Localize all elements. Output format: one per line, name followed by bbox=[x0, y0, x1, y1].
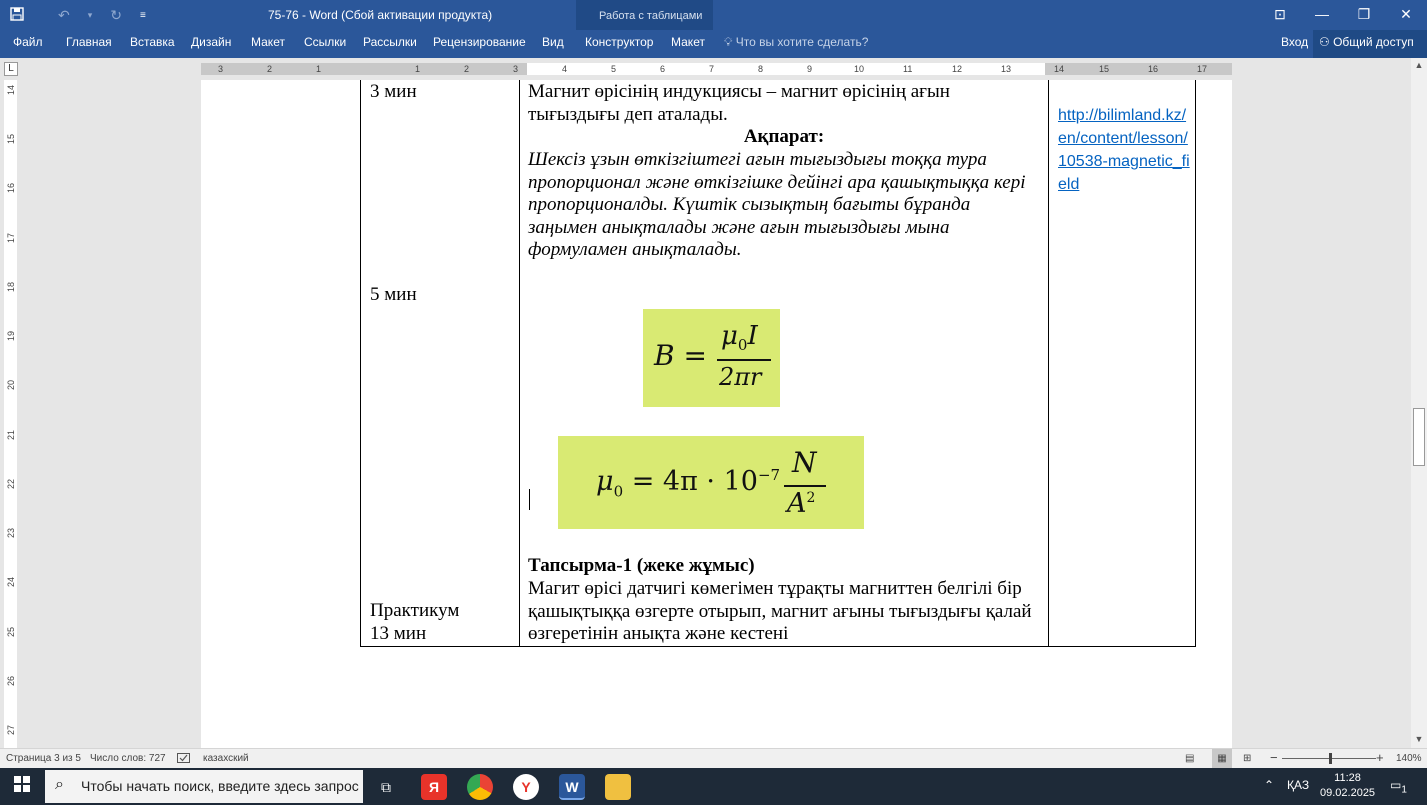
share-label: Общий доступ bbox=[1333, 35, 1414, 49]
induction-formula[interactable] bbox=[643, 309, 780, 407]
web-layout-icon[interactable]: ⊞ bbox=[1243, 753, 1252, 764]
document-canvas[interactable] bbox=[20, 80, 1410, 748]
formula-numerator bbox=[721, 321, 758, 354]
document-title: 75-76 - Word (Сбой активации продукта) bbox=[268, 8, 493, 22]
page-count[interactable]: Страница 3 из 5 bbox=[6, 753, 81, 764]
ruler-number: 4 bbox=[562, 64, 568, 74]
ruler-number: 8 bbox=[758, 64, 764, 74]
info-paragraph: Шексіз ұзын өткізгіштегі ағын тығыздығы тоққа тура пропорционал және өткізгішке дейінгі ара қашықтыққа кері пропорционалды. Күштік сызықтың бағыты бұранда заңымен анықталады және ағын тығыздығы мына формуламен анықталады. bbox=[528, 149, 1026, 260]
print-layout-icon[interactable]: ▦ bbox=[1212, 749, 1232, 768]
ruler-number: 3 bbox=[218, 64, 224, 74]
status-bar bbox=[0, 748, 1427, 768]
ampere-symbol: A bbox=[787, 488, 807, 519]
formula-lhs bbox=[596, 466, 780, 500]
resource-link[interactable]: http://bilimland.kz/en/content/lesson/10538-magnetic_field bbox=[1058, 107, 1190, 193]
time-label: 3 мин bbox=[370, 81, 417, 102]
tab-table-design[interactable]: Конструктор bbox=[585, 35, 654, 49]
window-controls bbox=[1259, 0, 1427, 30]
ruler-row bbox=[0, 58, 1427, 80]
notifications-icon[interactable]: $▭_1$ bbox=[1390, 778, 1407, 796]
tab-references[interactable]: Ссылки bbox=[304, 35, 347, 49]
word-count[interactable]: Число слов: 727 bbox=[90, 753, 166, 764]
ruler-number: 6 bbox=[660, 64, 666, 74]
ruler-number: 1 bbox=[415, 64, 421, 74]
mu-symbol: μ bbox=[721, 321, 738, 351]
task-heading: Тапсырма-1 (жеке жұмыс) bbox=[528, 555, 755, 576]
undo-icon[interactable]: ↶ bbox=[58, 6, 70, 23]
ribbon-display-icon[interactable]: ⊡ bbox=[1274, 6, 1286, 22]
context-group-label: Работа с таблицами bbox=[599, 10, 703, 22]
ruler-number: 16 bbox=[6, 183, 16, 194]
yandex-browser-icon[interactable]: Y bbox=[513, 774, 539, 800]
minimize-button[interactable]: — bbox=[1315, 6, 1329, 22]
tab-file[interactable]: Файл bbox=[13, 35, 43, 49]
tray-expand-icon[interactable]: ⌃ bbox=[1264, 778, 1275, 792]
mu-subscript: 0 bbox=[737, 336, 748, 355]
fraction-bar bbox=[717, 359, 771, 361]
ruler-number: 15 bbox=[1099, 64, 1110, 74]
scroll-down-icon[interactable]: ▼ bbox=[1414, 734, 1424, 744]
mu-symbol: μ bbox=[596, 466, 614, 497]
formula-denominator: 2πr bbox=[719, 363, 762, 391]
lesson-table[interactable] bbox=[360, 80, 1196, 647]
proofing-icon[interactable] bbox=[177, 753, 191, 767]
zoom-in-button[interactable]: + bbox=[1376, 750, 1384, 765]
ruler-number: 3 bbox=[513, 64, 519, 74]
task-paragraph: Магит өрісі датчигі көмегімен тұрақты магниттен белгілі бір қашықтыққа өзгерте отырып, магнит ағыны тығыздығы қалай өзгеретінін анықта және кестені bbox=[528, 578, 1032, 644]
fraction-bar bbox=[784, 485, 826, 487]
ruler-number: 20 bbox=[6, 380, 16, 391]
mu-subscript: 0 bbox=[613, 482, 624, 501]
ribbon-tabs bbox=[0, 30, 1427, 58]
scroll-up-icon[interactable]: ▲ bbox=[1414, 60, 1424, 70]
current-symbol: I bbox=[747, 321, 758, 351]
formula-fraction bbox=[784, 446, 826, 522]
formula-lhs: B = bbox=[654, 339, 707, 372]
search-icon: ⌕ bbox=[55, 776, 64, 793]
formula-exponent: −7 bbox=[757, 466, 781, 484]
ruler-number: 11 bbox=[903, 64, 913, 74]
horizontal-ruler[interactable] bbox=[201, 63, 1232, 75]
search-placeholder: Чтобы начать поиск, введите здесь запрос bbox=[81, 778, 359, 794]
ruler-number: 14 bbox=[6, 85, 16, 96]
zoom-slider-knob[interactable] bbox=[1329, 753, 1332, 764]
tab-home[interactable]: Главная bbox=[66, 35, 112, 49]
time-label: 5 мин bbox=[370, 284, 417, 305]
ruler-number: 15 bbox=[6, 134, 16, 145]
title-bar bbox=[0, 0, 1427, 30]
tab-review[interactable]: Рецензирование bbox=[433, 35, 526, 49]
notification-count: 1 bbox=[1401, 784, 1407, 796]
ruler-number: 22 bbox=[6, 479, 16, 490]
quick-access-toolbar bbox=[10, 0, 146, 30]
tab-insert[interactable]: Вставка bbox=[130, 35, 175, 49]
undo-dropdown-icon[interactable]: ▾ bbox=[87, 9, 93, 20]
share-button[interactable] bbox=[1313, 30, 1427, 58]
time-label: 13 мин bbox=[370, 623, 427, 644]
ruler-number: 2 bbox=[464, 64, 470, 74]
tab-layout[interactable]: Макет bbox=[251, 35, 285, 49]
customize-icon[interactable]: ≡ bbox=[140, 9, 146, 21]
zoom-level[interactable]: 140% bbox=[1396, 753, 1422, 764]
ruler-number: 27 bbox=[6, 725, 16, 736]
definition-line: тығыздығы деп аталады. bbox=[528, 104, 728, 125]
info-heading: Ақпарат: bbox=[743, 126, 825, 147]
mu0-formula[interactable] bbox=[558, 436, 864, 529]
vertical-ruler[interactable] bbox=[4, 80, 17, 748]
restore-button[interactable]: ❐ bbox=[1357, 6, 1371, 22]
person-icon: ⚇ bbox=[1319, 35, 1334, 49]
save-icon[interactable] bbox=[10, 7, 24, 24]
clock-date: 09.02.2025 bbox=[1320, 787, 1376, 799]
ruler-number: 10 bbox=[854, 64, 865, 74]
tab-design[interactable]: Дизайн bbox=[191, 35, 232, 49]
ruler-number: 2 bbox=[267, 64, 273, 74]
ruler-number: 17 bbox=[6, 233, 16, 244]
ruler-number: 1 bbox=[316, 64, 322, 74]
ruler-number: 17 bbox=[1197, 64, 1208, 74]
file-explorer-icon[interactable] bbox=[605, 774, 631, 800]
ruler-number: 23 bbox=[6, 528, 16, 539]
document-page[interactable] bbox=[201, 80, 1232, 748]
ruler-number: 18 bbox=[6, 282, 16, 293]
ruler-number: 12 bbox=[952, 64, 963, 74]
ruler-number: 24 bbox=[6, 577, 16, 588]
tab-table-layout[interactable]: Макет bbox=[671, 35, 705, 49]
close-button[interactable]: ✕ bbox=[1400, 6, 1412, 22]
practicum-label: Практикум bbox=[370, 600, 460, 621]
ruler-number: 7 bbox=[709, 64, 715, 74]
ruler-number: 9 bbox=[807, 64, 813, 74]
word-app-icon[interactable]: W bbox=[559, 774, 585, 800]
tab-view[interactable]: Вид bbox=[542, 35, 564, 49]
tab-mailings[interactable]: Рассылки bbox=[363, 35, 417, 49]
chrome-icon[interactable] bbox=[467, 774, 493, 800]
ruler-number: 14 bbox=[1054, 64, 1065, 74]
formula-exponent: 2 bbox=[806, 490, 816, 506]
ruler-number: 13 bbox=[1001, 64, 1012, 74]
text-cursor bbox=[529, 489, 530, 510]
read-mode-icon[interactable]: ▤ bbox=[1185, 753, 1195, 764]
tell-me-box[interactable] bbox=[724, 35, 868, 50]
language-indicator[interactable]: казахский bbox=[203, 753, 249, 764]
ruler-number: 5 bbox=[611, 64, 617, 74]
scroll-thumb[interactable] bbox=[1413, 408, 1425, 466]
zoom-out-button[interactable]: − bbox=[1270, 750, 1278, 765]
formula-constant: = 4π · 10 bbox=[631, 466, 758, 497]
yandex-icon[interactable]: Я bbox=[421, 774, 447, 800]
taskbar-search-box[interactable] bbox=[45, 770, 363, 803]
clock-time: 11:28 bbox=[1334, 772, 1361, 784]
tell-me-text: Что вы хотите сделать? bbox=[735, 35, 869, 49]
resource-column[interactable] bbox=[1049, 80, 1196, 646]
keyboard-language[interactable]: ҚАЗ bbox=[1287, 778, 1310, 792]
windows-taskbar bbox=[0, 768, 1427, 805]
task-view-icon[interactable]: ⧉ bbox=[381, 779, 391, 795]
ruler-text-area bbox=[527, 63, 1045, 75]
time-column[interactable] bbox=[361, 80, 520, 646]
vertical-scrollbar[interactable] bbox=[1411, 58, 1427, 748]
ruler-number: 21 bbox=[6, 430, 16, 441]
windows-start-icon[interactable] bbox=[0, 768, 44, 805]
ruler-number: 25 bbox=[6, 627, 16, 638]
ruler-number: 26 bbox=[6, 676, 16, 687]
lightbulb-icon: 💡︎ bbox=[724, 35, 736, 49]
sign-in-link[interactable]: Вход bbox=[1281, 35, 1309, 49]
content-column[interactable] bbox=[520, 80, 1049, 646]
formula-denominator bbox=[787, 488, 815, 519]
redo-icon[interactable]: ↻ bbox=[110, 6, 122, 23]
ruler-number: 19 bbox=[6, 331, 16, 342]
system-clock[interactable] bbox=[1320, 771, 1375, 801]
definition-line: Магнит өрісінің индукциясы – магнит өрісінің ағын bbox=[528, 81, 950, 102]
ruler-number: 16 bbox=[1148, 64, 1159, 74]
formula-fraction bbox=[717, 321, 771, 393]
tab-selector[interactable]: L bbox=[4, 62, 18, 76]
formula-numerator: N bbox=[792, 446, 817, 479]
